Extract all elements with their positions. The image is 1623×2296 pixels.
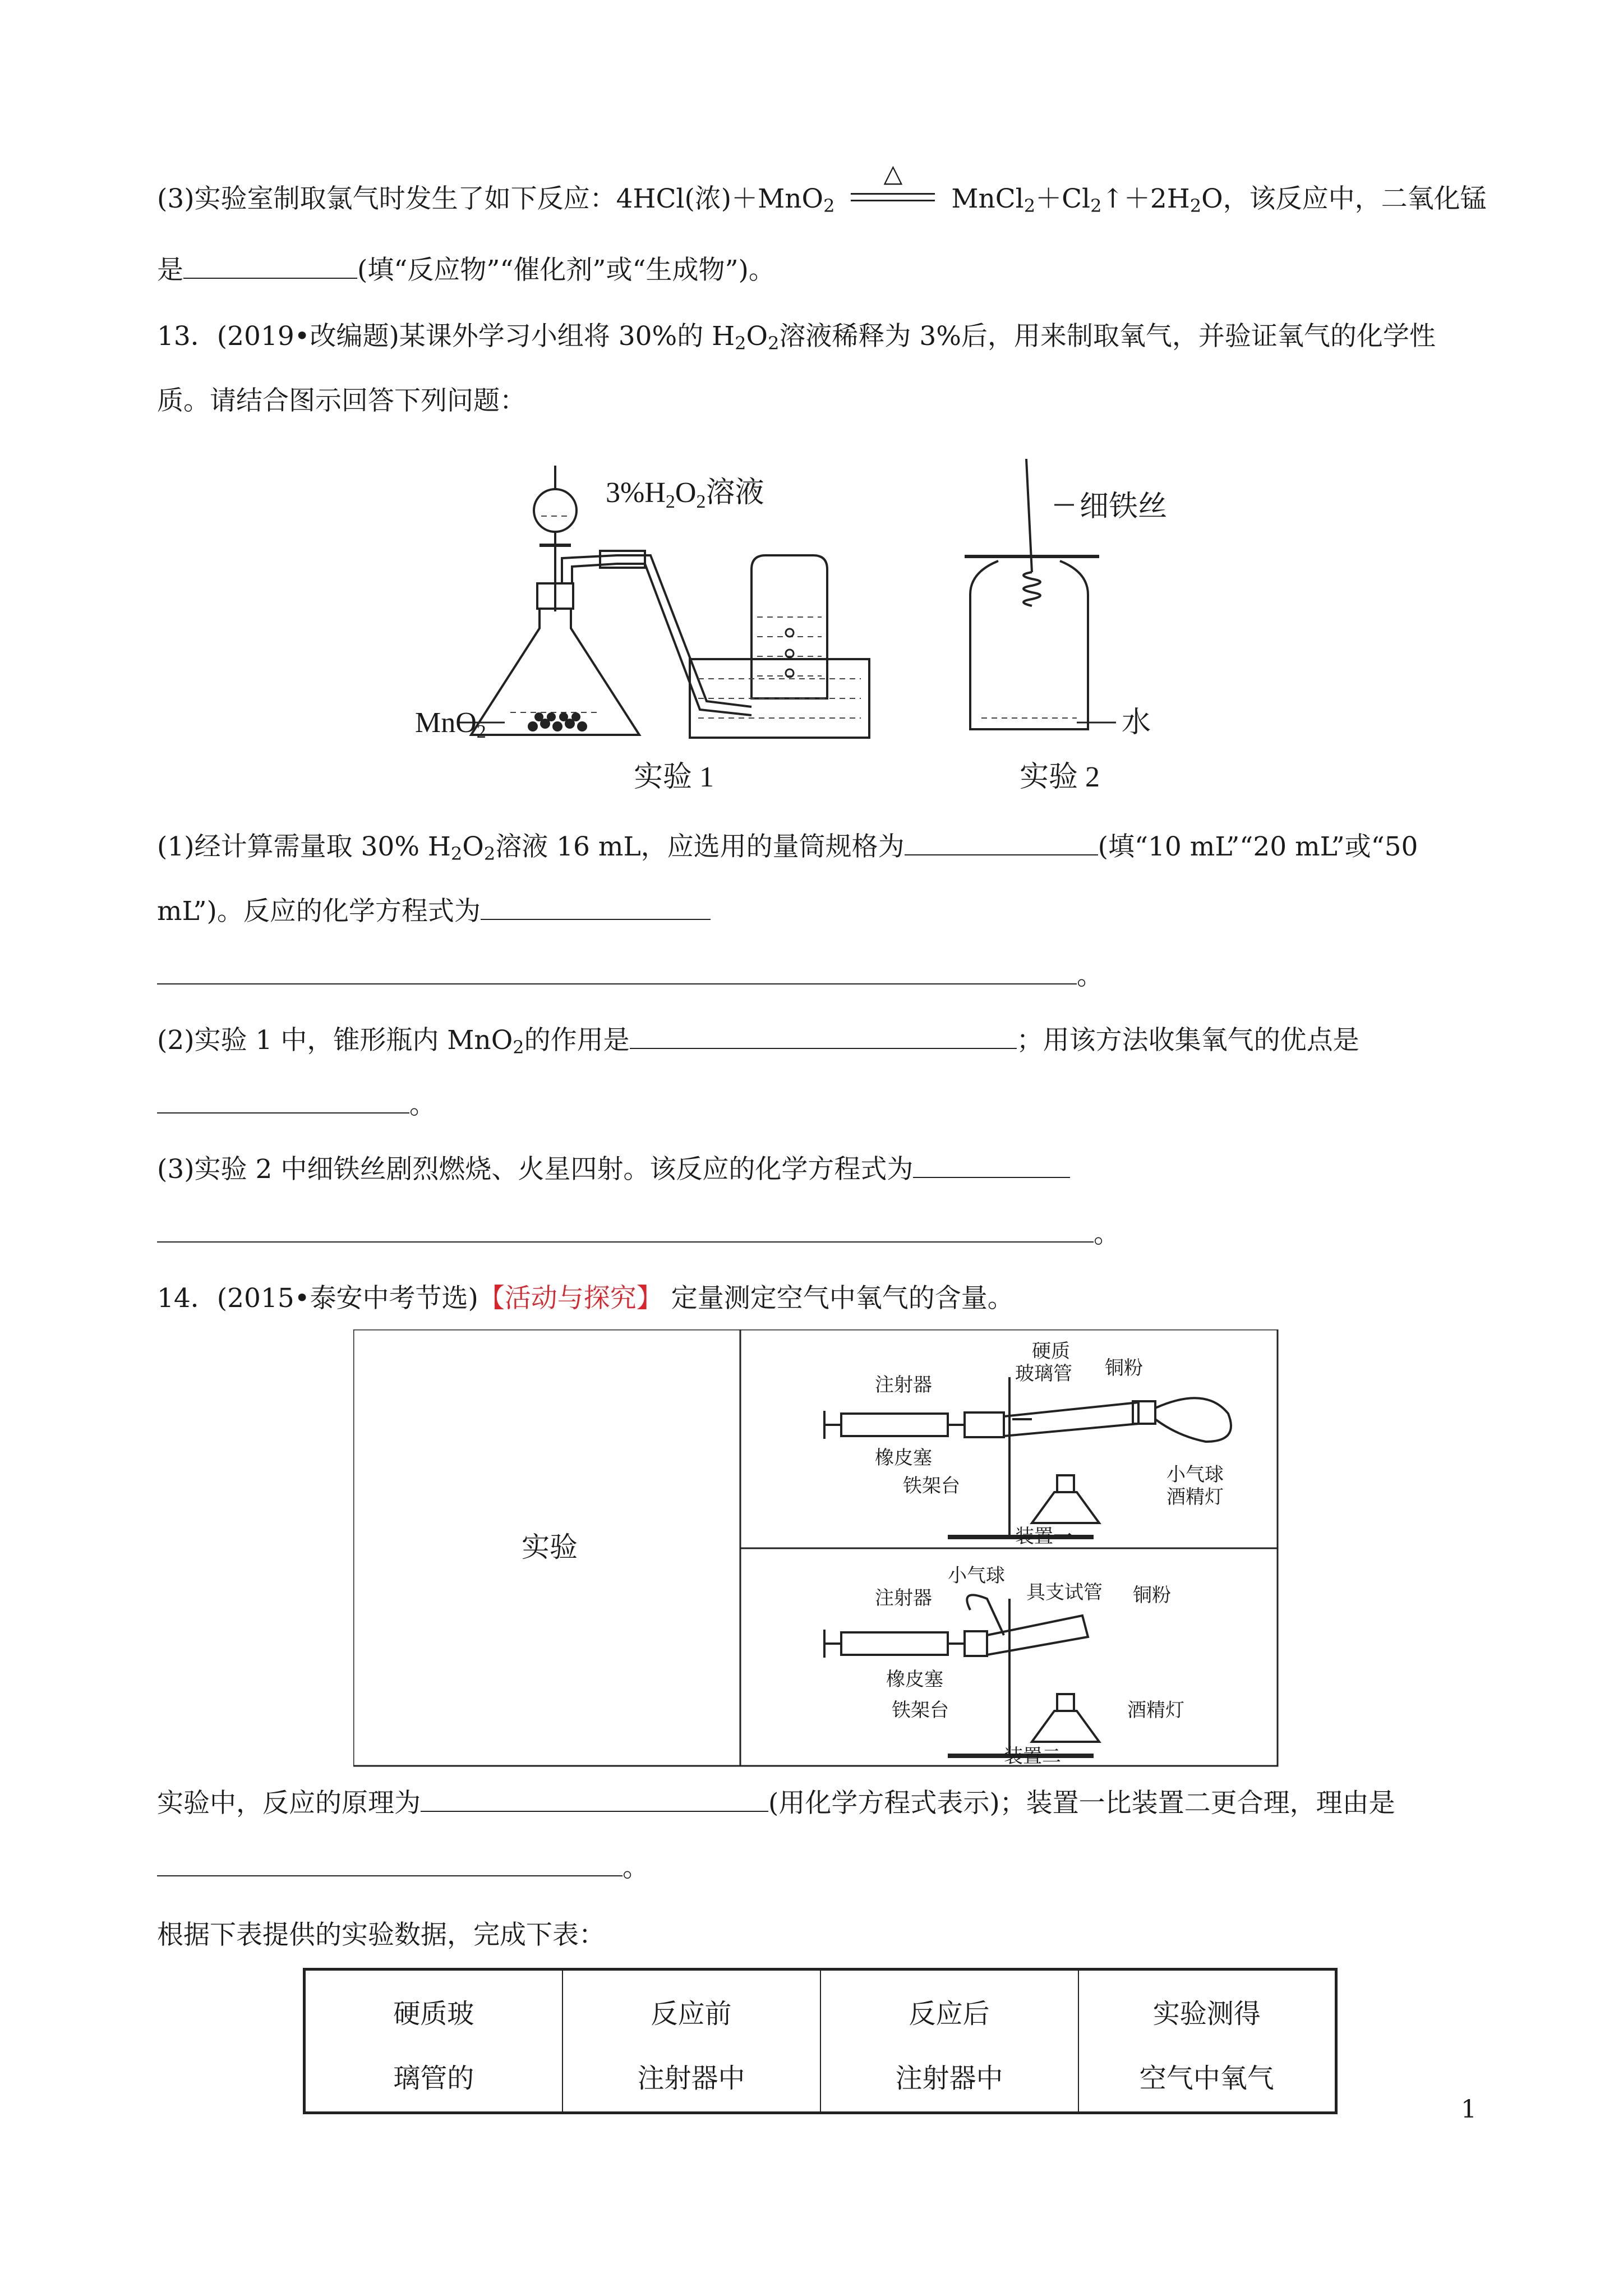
apparatus-table: [353, 1329, 1279, 1767]
answer-blank-mno2-role[interactable]: [183, 255, 357, 279]
table-header-cell: 实验测得 空气中氧气: [1078, 1970, 1336, 2113]
iron-wire-label: 细铁丝: [1080, 491, 1168, 523]
device-two-caption: 装置二: [1004, 1746, 1061, 1767]
table-header-cell: 反应后 注射器中: [820, 1970, 1078, 2113]
delivery-tube: [562, 555, 751, 707]
svg-text:小气球: 小气球: [948, 1565, 1005, 1586]
q13-part2-line2: 。: [157, 1088, 436, 1122]
data-table: [303, 1968, 1338, 2114]
answer-blank-equation-1a[interactable]: [481, 896, 711, 920]
q13-part3-line2: 。: [157, 1217, 1120, 1251]
heating-condition: △: [851, 185, 935, 217]
experiment-1-caption: 实验 1: [634, 761, 714, 793]
q14-heading: 14．(2015•泰安中考节选)【活动与探究】 定量测定空气中氧气的含量。: [157, 1283, 1014, 1314]
experiment-2-caption: 实验 2: [1020, 761, 1100, 793]
water-label: 水: [1122, 707, 1151, 739]
catalyst-label: MnO2: [415, 707, 486, 742]
svg-text:铜粉: 铜粉: [1133, 1585, 1171, 1606]
answer-blank-mno2-function[interactable]: [630, 1025, 1017, 1049]
solution-label: 3%H2O2溶液: [606, 477, 764, 512]
svg-text:注射器: 注射器: [875, 1374, 932, 1396]
experiment-figure: [393, 443, 1234, 813]
answer-blank-cylinder-size[interactable]: [905, 832, 1098, 855]
svg-text:酒精灯: 酒精灯: [1127, 1700, 1184, 1721]
svg-text:注射器: 注射器: [875, 1588, 932, 1609]
svg-text:酒精灯: 酒精灯: [1166, 1487, 1224, 1508]
answer-blank-equation-3b[interactable]: [157, 1219, 1094, 1243]
device-two-drawing: [824, 1595, 1099, 1756]
q13-part1-line3: 。: [157, 959, 1103, 993]
q14-principle-line1: 实验中，反应的原理为 (用化学方程式表示)；装置一比装置二更合理，理由是: [157, 1788, 1395, 1819]
table-header-cell: 反应前 注射器中: [562, 1970, 820, 2113]
svg-text:硬质: 硬质: [1032, 1341, 1070, 1362]
q13-intro-line1: 13．(2019•改编题)某课外学习小组将 30%的 $H_2O_2$溶液稀释为 3%后，用来制取氧气，并验证氧气的化学性: [157, 321, 1436, 354]
q13-part1-line1: (1)经计算需量取 30% $H_2O_2$溶液 16 mL，应选用的量筒规格为 (填“10 mL”“20 mL”或“50: [157, 831, 1418, 864]
svg-text:铁架台: 铁架台: [892, 1700, 949, 1721]
q13-part3-line1: (3)实验 2 中细铁丝剧烈燃烧、火星四射。该反应的化学方程式为: [157, 1153, 1070, 1186]
q13-part2-line1: (2)实验 1 中，锥形瓶内 MnO$_2$的作用是 ；用该方法收集氧气的优点是: [157, 1025, 1359, 1058]
answer-blank-equation-3a[interactable]: [913, 1154, 1070, 1178]
q13-part1-line2: mL”)。反应的化学方程式为: [157, 895, 711, 928]
svg-text:玻璃管: 玻璃管: [1015, 1363, 1072, 1384]
page-number: 1: [1461, 2095, 1477, 2124]
table-header-cell: 硬质玻 璃管的: [305, 1970, 562, 2113]
activity-tag: 【活动与探究】: [478, 1283, 663, 1314]
svg-text:橡皮塞: 橡皮塞: [875, 1447, 932, 1469]
q14-principle-line2: 。: [157, 1851, 649, 1885]
chlorine-equation-line: (3)实验室制取氯气时发生了如下反应：4HCl(浓)＋MnO$_2$ △ $MnCl_2+Cl_2↑+2H_2O$，该反应中，二氧化锰: [157, 159, 1487, 217]
svg-text:具支试管: 具支试管: [1026, 1582, 1103, 1603]
q14-table-intro: 根据下表提供的实验数据，完成下表：: [157, 1920, 605, 1950]
svg-text:铜粉: 铜粉: [1105, 1358, 1143, 1379]
q13-intro-line2: 质。请结合图示回答下列问题：: [157, 385, 526, 416]
svg-text:橡皮塞: 橡皮塞: [886, 1669, 943, 1690]
separating-funnel: [534, 489, 577, 532]
svg-text:小气球: 小气球: [1166, 1464, 1224, 1485]
answer-blank-equation-1b[interactable]: [157, 961, 1077, 984]
answer-blank-collection-advantage[interactable]: [157, 1090, 409, 1114]
answer-blank-principle-equation[interactable]: [421, 1788, 768, 1812]
answer-blank-reason[interactable]: [157, 1853, 623, 1876]
experiment-cell-label: 实验: [522, 1531, 578, 1563]
svg-text:铁架台: 铁架台: [903, 1475, 960, 1497]
device-one-caption: 装置一: [1015, 1526, 1072, 1547]
mno2-role-line: 是 (填“反应物”“催化剂”或“生成物”)。: [157, 255, 775, 286]
